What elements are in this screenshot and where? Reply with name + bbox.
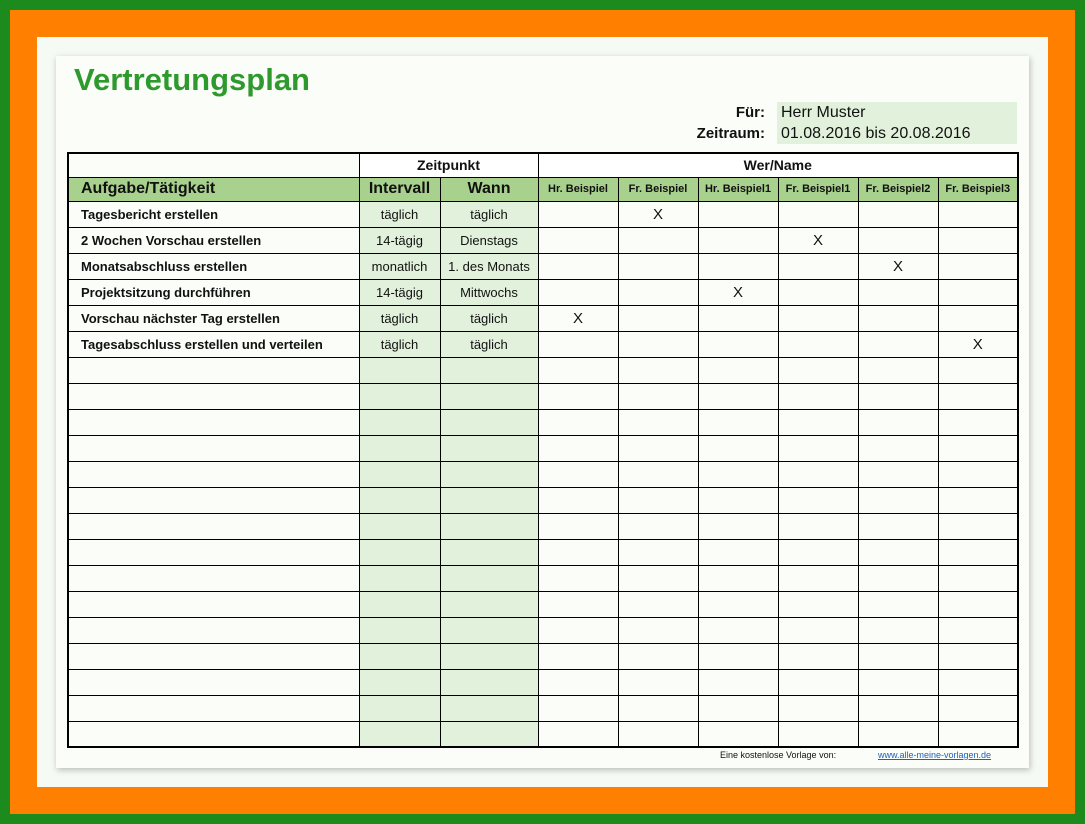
assignment-cell[interactable] bbox=[698, 539, 778, 565]
assignment-cell[interactable] bbox=[938, 279, 1018, 305]
assignment-cell[interactable] bbox=[538, 357, 618, 383]
assignment-cell[interactable] bbox=[618, 435, 698, 461]
task-cell[interactable] bbox=[68, 461, 359, 487]
assignment-cell[interactable] bbox=[938, 617, 1018, 643]
wann-cell[interactable] bbox=[440, 565, 538, 591]
wann-cell[interactable] bbox=[440, 695, 538, 721]
intervall-cell[interactable] bbox=[359, 513, 440, 539]
assignment-cell[interactable] bbox=[938, 669, 1018, 695]
wann-cell[interactable]: täglich bbox=[440, 201, 538, 227]
assignment-cell[interactable] bbox=[778, 513, 858, 539]
assignment-cell[interactable] bbox=[698, 513, 778, 539]
person-column-header: Fr. Beispiel3 bbox=[938, 177, 1018, 201]
task-cell[interactable]: 2 Wochen Vorschau erstellen bbox=[68, 227, 359, 253]
task-cell[interactable] bbox=[68, 695, 359, 721]
assignment-cell[interactable] bbox=[538, 643, 618, 669]
task-cell[interactable] bbox=[68, 487, 359, 513]
assignment-cell[interactable] bbox=[778, 253, 858, 279]
zeitraum-value[interactable]: 01.08.2016 bis 20.08.2016 bbox=[777, 123, 1017, 144]
table-row-empty bbox=[68, 487, 1018, 513]
assignment-cell[interactable] bbox=[618, 591, 698, 617]
intervall-cell[interactable] bbox=[359, 643, 440, 669]
wann-cell[interactable] bbox=[440, 669, 538, 695]
assignment-cell[interactable] bbox=[618, 331, 698, 357]
table-row-empty bbox=[68, 435, 1018, 461]
assignment-cell[interactable] bbox=[778, 695, 858, 721]
assignment-cell[interactable] bbox=[538, 513, 618, 539]
table-row-empty bbox=[68, 409, 1018, 435]
intervall-cell[interactable] bbox=[359, 487, 440, 513]
table-row bbox=[68, 227, 1018, 253]
assignment-cell[interactable] bbox=[618, 461, 698, 487]
assignment-cell[interactable] bbox=[858, 695, 938, 721]
assignment-cell[interactable] bbox=[618, 227, 698, 253]
page-title: Vertretungsplan bbox=[74, 62, 310, 97]
assignment-cell[interactable] bbox=[778, 357, 858, 383]
intervall-cell[interactable] bbox=[359, 695, 440, 721]
table-row bbox=[68, 305, 1018, 331]
assignment-cell[interactable] bbox=[538, 617, 618, 643]
wann-cell[interactable] bbox=[440, 721, 538, 747]
intervall-cell[interactable]: täglich bbox=[359, 305, 440, 331]
assignment-cell[interactable] bbox=[778, 617, 858, 643]
assignment-cell[interactable] bbox=[858, 643, 938, 669]
table-row-empty bbox=[68, 513, 1018, 539]
person-column-header: Fr. Beispiel2 bbox=[858, 177, 938, 201]
assignment-cell[interactable] bbox=[618, 279, 698, 305]
assignment-cell[interactable] bbox=[778, 487, 858, 513]
person-column-header: Hr. Beispiel bbox=[538, 177, 618, 201]
table-row-empty bbox=[68, 721, 1018, 747]
assignment-cell[interactable] bbox=[698, 305, 778, 331]
task-cell[interactable]: Monatsabschluss erstellen bbox=[68, 253, 359, 279]
intervall-cell[interactable] bbox=[359, 617, 440, 643]
assignment-cell[interactable] bbox=[858, 565, 938, 591]
task-cell[interactable] bbox=[68, 617, 359, 643]
assignment-cell[interactable] bbox=[778, 409, 858, 435]
table-row bbox=[68, 331, 1018, 357]
assignment-cell[interactable]: X bbox=[778, 227, 858, 253]
assignment-cell[interactable] bbox=[618, 695, 698, 721]
assignment-cell[interactable]: X bbox=[618, 201, 698, 227]
assignment-cell[interactable] bbox=[938, 591, 1018, 617]
intervall-cell[interactable]: 14-tägig bbox=[359, 227, 440, 253]
task-cell[interactable] bbox=[68, 435, 359, 461]
assignment-cell[interactable] bbox=[538, 409, 618, 435]
intervall-cell[interactable] bbox=[359, 721, 440, 747]
assignment-cell[interactable] bbox=[778, 539, 858, 565]
wann-cell[interactable] bbox=[440, 409, 538, 435]
assignment-cell[interactable] bbox=[698, 721, 778, 747]
assignment-cell[interactable] bbox=[858, 539, 938, 565]
task-cell[interactable]: Vorschau nächster Tag erstellen bbox=[68, 305, 359, 331]
assignment-cell[interactable] bbox=[938, 201, 1018, 227]
zeitpunkt-header: Zeitpunkt bbox=[359, 153, 538, 177]
assignment-cell[interactable] bbox=[858, 461, 938, 487]
assignment-cell[interactable] bbox=[858, 227, 938, 253]
assignment-cell[interactable] bbox=[698, 669, 778, 695]
assignment-cell[interactable] bbox=[538, 253, 618, 279]
assignment-cell[interactable] bbox=[938, 513, 1018, 539]
assignment-cell[interactable] bbox=[778, 201, 858, 227]
assignment-cell[interactable] bbox=[698, 695, 778, 721]
assignment-cell[interactable] bbox=[618, 721, 698, 747]
table-row-empty bbox=[68, 383, 1018, 409]
wann-cell[interactable] bbox=[440, 487, 538, 513]
assignment-cell[interactable] bbox=[538, 565, 618, 591]
task-cell[interactable] bbox=[68, 383, 359, 409]
assignment-cell[interactable] bbox=[938, 487, 1018, 513]
plan-table bbox=[67, 152, 1019, 748]
assignment-cell[interactable] bbox=[618, 383, 698, 409]
intervall-cell[interactable] bbox=[359, 383, 440, 409]
assignment-cell[interactable] bbox=[698, 357, 778, 383]
assignment-cell[interactable] bbox=[698, 383, 778, 409]
wann-cell[interactable] bbox=[440, 617, 538, 643]
assignment-cell[interactable] bbox=[778, 305, 858, 331]
assignment-cell[interactable] bbox=[538, 383, 618, 409]
assignment-cell[interactable] bbox=[538, 721, 618, 747]
fuer-value[interactable]: Herr Muster bbox=[777, 102, 1017, 123]
assignment-cell[interactable] bbox=[778, 279, 858, 305]
assignment-cell[interactable]: X bbox=[698, 279, 778, 305]
person-column-header: Fr. Beispiel bbox=[618, 177, 698, 201]
assignment-cell[interactable] bbox=[698, 461, 778, 487]
wer-name-header: Wer/Name bbox=[538, 153, 1018, 177]
assignment-cell[interactable] bbox=[778, 331, 858, 357]
assignment-cell[interactable] bbox=[538, 669, 618, 695]
assignment-cell[interactable] bbox=[778, 721, 858, 747]
assignment-cell[interactable] bbox=[698, 253, 778, 279]
intervall-cell[interactable]: 14-tägig bbox=[359, 279, 440, 305]
task-cell[interactable] bbox=[68, 513, 359, 539]
table-row-empty bbox=[68, 669, 1018, 695]
intervall-cell[interactable]: täglich bbox=[359, 201, 440, 227]
task-cell[interactable] bbox=[68, 591, 359, 617]
assignment-cell[interactable] bbox=[698, 331, 778, 357]
assignment-cell[interactable] bbox=[858, 617, 938, 643]
wann-cell[interactable] bbox=[440, 461, 538, 487]
intervall-column-header: Intervall bbox=[359, 177, 440, 201]
assignment-cell[interactable] bbox=[698, 409, 778, 435]
assignment-cell[interactable]: X bbox=[858, 253, 938, 279]
assignment-cell[interactable] bbox=[698, 487, 778, 513]
assignment-cell[interactable] bbox=[938, 695, 1018, 721]
assignment-cell[interactable] bbox=[938, 253, 1018, 279]
table-row-empty bbox=[68, 461, 1018, 487]
assignment-cell[interactable] bbox=[618, 305, 698, 331]
assignment-cell[interactable] bbox=[698, 227, 778, 253]
assignment-cell[interactable]: X bbox=[538, 305, 618, 331]
assignment-cell[interactable] bbox=[538, 435, 618, 461]
assignment-cell[interactable] bbox=[778, 383, 858, 409]
assignment-cell[interactable] bbox=[858, 435, 938, 461]
assignment-cell[interactable] bbox=[858, 201, 938, 227]
table-row-empty bbox=[68, 357, 1018, 383]
wann-cell[interactable] bbox=[440, 539, 538, 565]
assignment-cell[interactable] bbox=[538, 591, 618, 617]
assignment-cell[interactable] bbox=[858, 305, 938, 331]
intervall-cell[interactable] bbox=[359, 591, 440, 617]
task-cell[interactable] bbox=[68, 669, 359, 695]
assignment-cell[interactable] bbox=[618, 669, 698, 695]
assignment-cell[interactable] bbox=[618, 409, 698, 435]
assignment-cell[interactable] bbox=[858, 721, 938, 747]
wann-cell[interactable]: täglich bbox=[440, 305, 538, 331]
intervall-cell[interactable] bbox=[359, 461, 440, 487]
task-cell[interactable]: Projektsitzung durchführen bbox=[68, 279, 359, 305]
assignment-cell[interactable] bbox=[938, 305, 1018, 331]
assignment-cell[interactable] bbox=[778, 669, 858, 695]
assignment-cell[interactable] bbox=[538, 487, 618, 513]
intervall-cell[interactable] bbox=[359, 669, 440, 695]
task-cell[interactable] bbox=[68, 409, 359, 435]
person-column-header: Hr. Beispiel1 bbox=[698, 177, 778, 201]
assignment-cell[interactable] bbox=[538, 227, 618, 253]
intervall-cell[interactable] bbox=[359, 565, 440, 591]
wann-cell[interactable] bbox=[440, 513, 538, 539]
table-row-empty bbox=[68, 617, 1018, 643]
assignment-cell[interactable] bbox=[938, 721, 1018, 747]
task-cell[interactable] bbox=[68, 357, 359, 383]
assignment-cell[interactable] bbox=[778, 643, 858, 669]
assignment-cell[interactable] bbox=[938, 539, 1018, 565]
table-row-empty bbox=[68, 539, 1018, 565]
assignment-cell[interactable] bbox=[778, 565, 858, 591]
person-column-header: Fr. Beispiel1 bbox=[778, 177, 858, 201]
wann-cell[interactable]: 1. des Monats bbox=[440, 253, 538, 279]
task-cell[interactable]: Tagesabschluss erstellen und verteilen bbox=[68, 331, 359, 357]
assignment-cell[interactable] bbox=[938, 409, 1018, 435]
assignment-cell[interactable] bbox=[538, 279, 618, 305]
assignment-cell[interactable] bbox=[698, 591, 778, 617]
wann-cell[interactable] bbox=[440, 383, 538, 409]
wann-cell[interactable] bbox=[440, 357, 538, 383]
table-row-empty bbox=[68, 591, 1018, 617]
assignment-cell[interactable] bbox=[538, 461, 618, 487]
assignment-cell[interactable] bbox=[938, 227, 1018, 253]
task-cell[interactable] bbox=[68, 721, 359, 747]
task-cell[interactable]: Tagesbericht erstellen bbox=[68, 201, 359, 227]
assignment-cell[interactable] bbox=[698, 617, 778, 643]
task-cell[interactable] bbox=[68, 539, 359, 565]
assignment-cell[interactable] bbox=[938, 565, 1018, 591]
assignment-cell[interactable] bbox=[698, 435, 778, 461]
assignment-cell[interactable] bbox=[618, 643, 698, 669]
fuer-label: Für: bbox=[735, 104, 765, 121]
assignment-cell[interactable] bbox=[858, 331, 938, 357]
assignment-cell[interactable] bbox=[618, 253, 698, 279]
table-row-empty bbox=[68, 695, 1018, 721]
assignment-cell[interactable] bbox=[618, 539, 698, 565]
table-row bbox=[68, 253, 1018, 279]
intervall-cell[interactable]: täglich bbox=[359, 331, 440, 357]
assignment-cell[interactable] bbox=[858, 279, 938, 305]
wann-cell[interactable]: täglich bbox=[440, 331, 538, 357]
assignment-cell[interactable] bbox=[858, 591, 938, 617]
wann-cell[interactable] bbox=[440, 643, 538, 669]
assignment-cell[interactable] bbox=[778, 461, 858, 487]
intervall-cell[interactable]: monatlich bbox=[359, 253, 440, 279]
assignment-cell[interactable] bbox=[778, 591, 858, 617]
intervall-cell[interactable] bbox=[359, 435, 440, 461]
assignment-cell[interactable] bbox=[858, 669, 938, 695]
assignment-cell[interactable] bbox=[858, 383, 938, 409]
corner-cell bbox=[68, 153, 359, 177]
assignment-cell[interactable] bbox=[858, 409, 938, 435]
assignment-cell[interactable] bbox=[538, 695, 618, 721]
assignment-cell[interactable] bbox=[778, 435, 858, 461]
task-column-header: Aufgabe/Tätigkeit bbox=[68, 177, 359, 201]
assignment-cell[interactable] bbox=[618, 357, 698, 383]
assignment-cell[interactable] bbox=[698, 643, 778, 669]
assignment-cell[interactable] bbox=[938, 461, 1018, 487]
intervall-cell[interactable] bbox=[359, 357, 440, 383]
assignment-cell[interactable] bbox=[858, 357, 938, 383]
assignment-cell[interactable] bbox=[698, 565, 778, 591]
assignment-cell[interactable] bbox=[698, 201, 778, 227]
wann-cell[interactable] bbox=[440, 435, 538, 461]
wann-column-header: Wann bbox=[440, 177, 538, 201]
table-row-empty bbox=[68, 565, 1018, 591]
footer-link[interactable]: www.alle-meine-vorlagen.de bbox=[878, 750, 992, 760]
assignment-cell[interactable] bbox=[938, 357, 1018, 383]
assignment-cell[interactable] bbox=[938, 643, 1018, 669]
table-row bbox=[68, 279, 1018, 305]
table-row bbox=[68, 201, 1018, 227]
assignment-cell[interactable] bbox=[618, 513, 698, 539]
assignment-cell[interactable]: X bbox=[938, 331, 1018, 357]
wann-cell[interactable] bbox=[440, 591, 538, 617]
zeitraum-label: Zeitraum: bbox=[696, 125, 765, 142]
footer-text: Eine kostenlose Vorlage von: bbox=[720, 750, 837, 760]
intervall-cell[interactable] bbox=[359, 409, 440, 435]
task-cell[interactable] bbox=[68, 643, 359, 669]
wann-cell[interactable]: Dienstags bbox=[440, 227, 538, 253]
task-cell[interactable] bbox=[68, 565, 359, 591]
assignment-cell[interactable] bbox=[938, 435, 1018, 461]
assignment-cell[interactable] bbox=[618, 565, 698, 591]
wann-cell[interactable]: Mittwochs bbox=[440, 279, 538, 305]
assignment-cell[interactable] bbox=[938, 383, 1018, 409]
assignment-cell[interactable] bbox=[538, 201, 618, 227]
assignment-cell[interactable] bbox=[538, 331, 618, 357]
assignment-cell[interactable] bbox=[538, 539, 618, 565]
assignment-cell[interactable] bbox=[618, 487, 698, 513]
assignment-cell[interactable] bbox=[618, 617, 698, 643]
intervall-cell[interactable] bbox=[359, 539, 440, 565]
assignment-cell[interactable] bbox=[858, 487, 938, 513]
table-row-empty bbox=[68, 643, 1018, 669]
assignment-cell[interactable] bbox=[858, 513, 938, 539]
